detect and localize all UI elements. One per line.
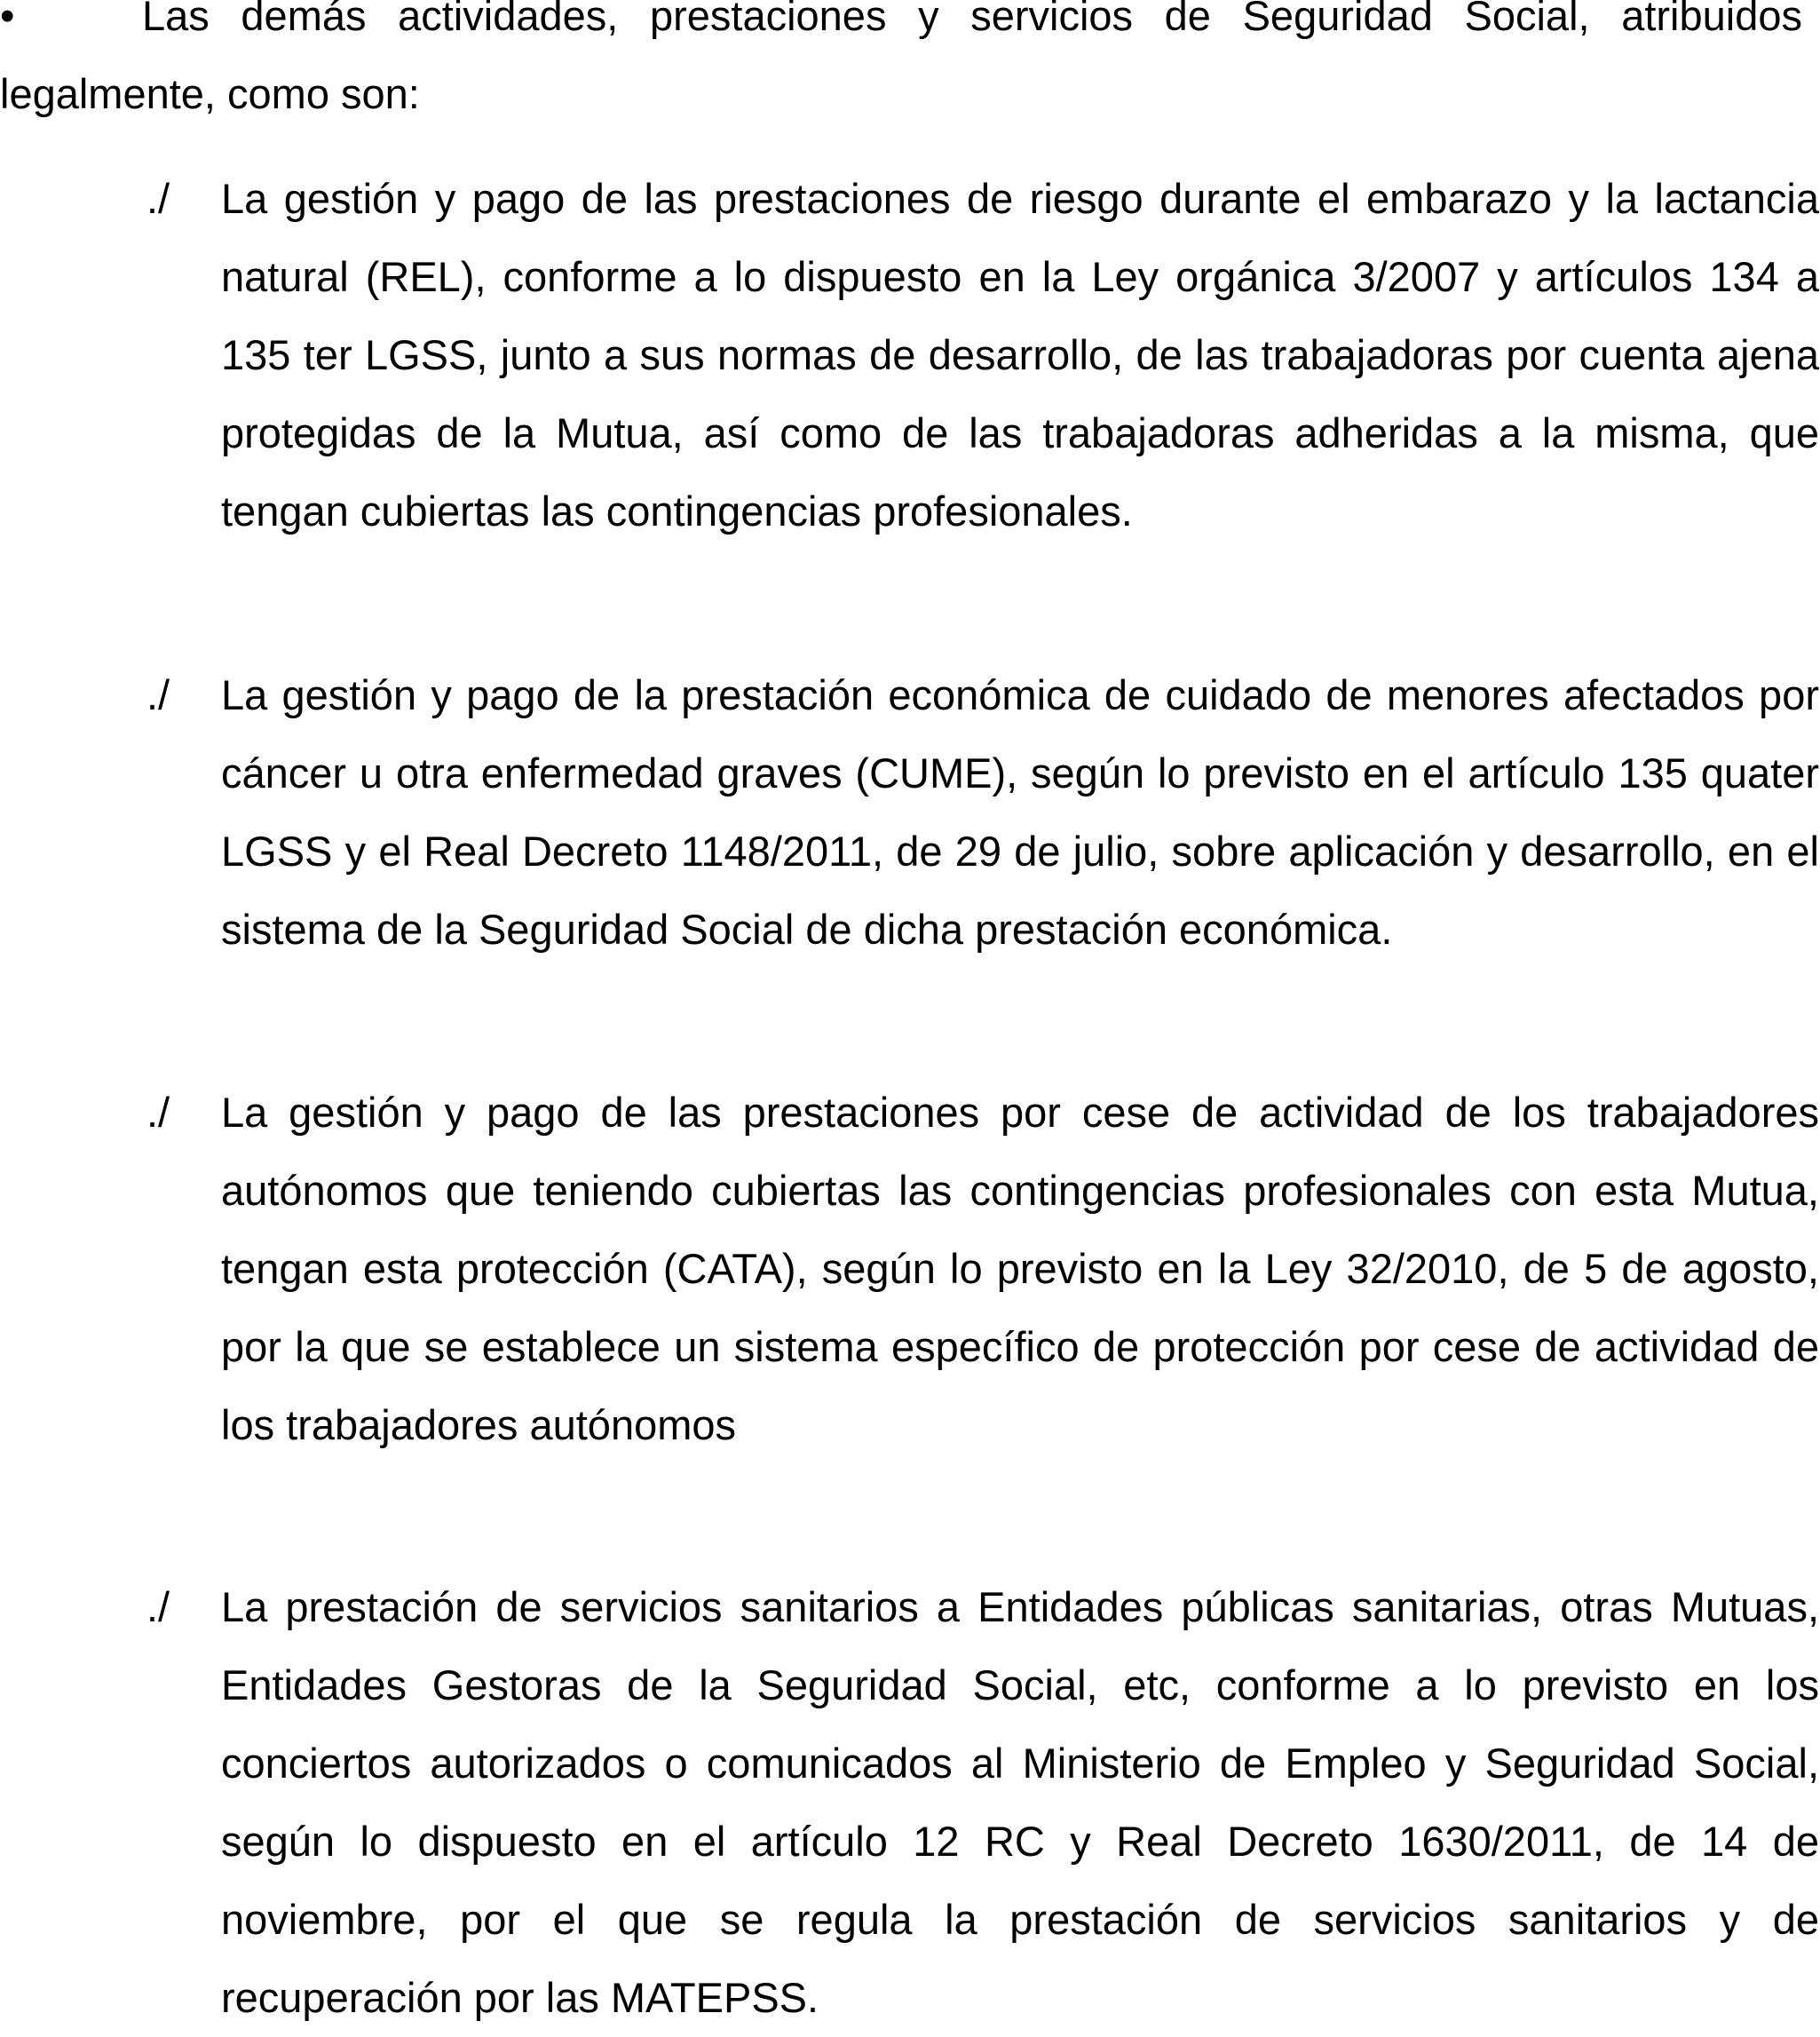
item-marker: ./ xyxy=(146,175,170,222)
item-marker: ./ xyxy=(146,1089,170,1136)
item-text: La gestión y pago de las prestaciones de riesgo durante el embarazo y la lactancia natural (REL), conforme a lo dispuesto en la Ley orgánica 3/2007 y artículos 134 a 135 ter LGSS, junto a sus normas de desarrollo, de las trabajadoras por cuenta ajena protegidas de la Mutua, así como de las trabajadoras adheridas a la misma, que tengan cubiertas las contingencias profesionales. xyxy=(221,175,1819,535)
list-item-servicios-sanitarios xyxy=(146,1568,1820,2037)
list-item-cata xyxy=(146,1074,1820,1464)
item-text: La gestión y pago de la prestación económica de cuidado de menores afectados por cáncer u otra enfermedad graves (CUME), según lo previsto en el artículo 135 quater LGSS y el Real Decreto 1148/2011, de 29 de julio, sobre aplicación y desarrollo, en el sistema de la Seguridad Social de dicha prestación económica. xyxy=(221,671,1819,953)
intro-text: Las demás actividades, prestaciones y servicios de Seguridad Social, atribuidos legalmente, como son: xyxy=(0,0,1802,117)
bullet-marker: • xyxy=(0,0,15,39)
item-text: La prestación de servicios sanitarios a Entidades públicas sanitarias, otras Mutuas, Entidades Gestoras de la Seguridad Social, etc, conforme a lo previsto en los conciertos autorizados o comunicados al Ministerio de Empleo y Seguridad Social, según lo dispuesto en el artículo 12 RC y Real Decreto 1630/2011, de 14 de noviembre, por el que se regula la prestación de servicios sanitarios y de recuperación por las MATEPSS. xyxy=(221,1583,1819,2021)
item-marker: ./ xyxy=(146,1583,170,1630)
item-marker: ./ xyxy=(146,671,170,718)
list-item-rel xyxy=(146,160,1820,551)
item-text: La gestión y pago de las prestaciones por cese de actividad de los trabajadores autónomos que teniendo cubiertas las contingencias profesionales con esta Mutua, tengan esta protección (CATA), según lo previsto en la Ley 32/2010, de 5 de agosto, por la que se establece un sistema específico de protección por cese de actividad de los trabajadores autónomos xyxy=(221,1089,1819,1448)
list-item-cume xyxy=(146,656,1820,969)
intro-paragraph xyxy=(0,0,1802,133)
